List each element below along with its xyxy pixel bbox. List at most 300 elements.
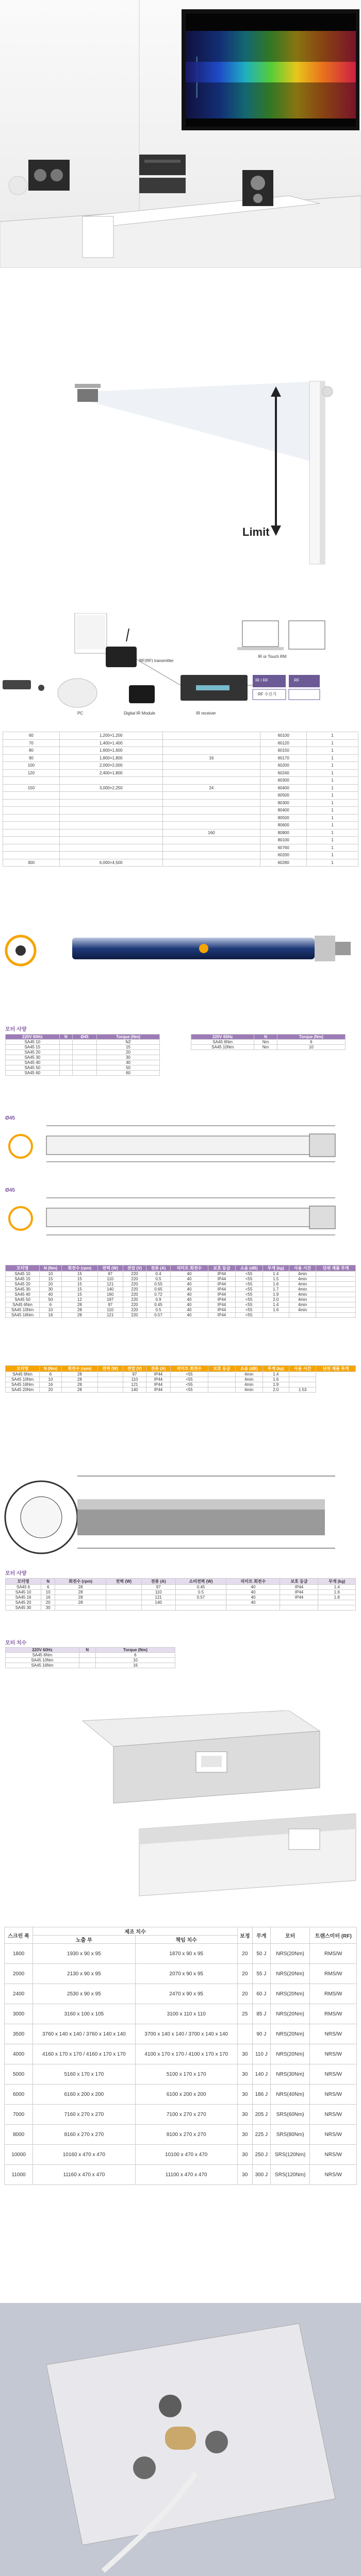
sec-cell: SA45 10Nm	[6, 1377, 40, 1382]
sec-cell: 28	[61, 1372, 97, 1377]
system-cell: 60150	[260, 747, 307, 755]
system-cell	[3, 807, 60, 815]
m2b-header-2: Torque (Nm)	[95, 1648, 175, 1653]
sec-cell	[208, 1387, 235, 1393]
system-cell	[162, 747, 260, 755]
system-row	[3, 739, 358, 747]
projector-icon	[77, 389, 98, 402]
big-cell: 121	[97, 1313, 123, 1318]
sec-cell: 2.0	[262, 1387, 289, 1393]
price-cell: 90 J	[252, 2024, 270, 2044]
big-cell	[262, 1313, 289, 1318]
price-row	[5, 2145, 357, 2165]
big-cell	[316, 1302, 356, 1308]
m2-header-8: 무게 (kg)	[318, 1579, 356, 1585]
price-cell: NRS(30Nm)	[270, 2064, 310, 2084]
big-cell: <55	[235, 1297, 262, 1302]
m2-cell	[318, 1605, 356, 1611]
system-row	[3, 807, 358, 815]
big-cell: 4min	[289, 1308, 316, 1313]
big-cell: 10	[40, 1308, 62, 1313]
motor2-title: 모터 사양	[5, 1571, 27, 1577]
sec-cell: 28	[61, 1387, 97, 1393]
big-cell: 15	[61, 1282, 97, 1287]
sec-cell: SA45 16Nm	[6, 1382, 40, 1387]
system-cell: 80	[3, 747, 60, 755]
big-cell: 110	[97, 1277, 123, 1282]
system-cell: 160	[162, 829, 260, 837]
price-cell: 300 J	[252, 2165, 270, 2185]
system-cell: 60280	[260, 859, 307, 867]
m2-cell	[280, 1600, 318, 1605]
big-header-3: 전력 (W)	[97, 1265, 123, 1272]
specL-cell	[59, 1065, 72, 1071]
big-cell: 10	[40, 1272, 62, 1277]
system-cell: 1	[307, 822, 358, 829]
big-cell: IP44	[208, 1308, 235, 1313]
price-cell: 2130 x 90 x 95	[33, 1964, 135, 1984]
m2-cell: 1.6	[318, 1590, 356, 1595]
big-row	[6, 1277, 356, 1282]
big-cell: 28	[61, 1308, 97, 1313]
bracket-photo-section	[0, 2303, 361, 2576]
system-cell: 120	[3, 769, 60, 777]
big-row	[6, 1302, 356, 1308]
big-cell: 6	[40, 1302, 62, 1308]
m2-cell	[226, 1605, 280, 1611]
price-cell: 11100 x 470 x 470	[135, 2165, 237, 2185]
m2b-cell: SA45 10Nm	[6, 1658, 79, 1663]
dim-drawings	[0, 1115, 361, 1265]
specL-cell	[72, 1055, 96, 1060]
specR-row	[191, 1045, 346, 1050]
label-rf: IR receiver	[196, 711, 216, 716]
system-row	[3, 792, 358, 800]
big-cell: 4min	[289, 1297, 316, 1302]
col-adjust: 보정	[237, 1927, 252, 1944]
system-cell: 16	[162, 754, 260, 762]
system-cell: 1	[307, 837, 358, 844]
sec-cell: 1.53	[289, 1387, 316, 1393]
sec-header-2: 회전수 (rpm)	[61, 1366, 97, 1372]
system-cell: 1	[307, 844, 358, 852]
big-cell: <55	[235, 1272, 262, 1277]
big-cell: 15	[61, 1292, 97, 1297]
big-cell	[316, 1313, 356, 1318]
system-row	[3, 799, 358, 807]
system-cell: 1,200×1,200	[59, 732, 162, 740]
sec-cell: <55	[170, 1377, 208, 1382]
m2-row	[6, 1585, 356, 1590]
sec-cell: 4min	[235, 1387, 262, 1393]
big-row	[6, 1308, 356, 1313]
specL-cell	[72, 1045, 96, 1050]
price-cell: NRS(40Nm)	[270, 2084, 310, 2105]
price-cell: 60 J	[252, 1984, 270, 2004]
price-cell: 10100 x 470 x 470	[135, 2145, 237, 2165]
system-cell	[3, 829, 60, 837]
system-cell: 60120	[260, 739, 307, 747]
price-cell: 55 J	[252, 1964, 270, 1984]
m2-header-2: 회전수 (rpm)	[55, 1579, 106, 1585]
sec-cell: 97	[123, 1372, 146, 1377]
sec-header-11: 단위 제품 무게	[316, 1366, 356, 1372]
big-cell: IP44	[208, 1313, 235, 1318]
big-cell: 28	[61, 1302, 97, 1308]
system-cell: 80800	[260, 829, 307, 837]
m2b-cell	[79, 1653, 95, 1658]
sec-header-5: 전류 (A)	[146, 1366, 170, 1372]
specR-row	[191, 1040, 346, 1045]
dim-section	[0, 1115, 361, 1265]
price-cell: 225 J	[252, 2125, 270, 2145]
big-cell: 1.4	[262, 1272, 289, 1277]
big-cell: 4min	[289, 1282, 316, 1287]
sec-row	[6, 1377, 356, 1382]
system-cell	[162, 762, 260, 770]
control-option-2: RF	[294, 678, 300, 683]
price-cell: 8100 x 270 x 270	[135, 2125, 237, 2145]
specL-cell	[59, 1071, 72, 1076]
transmitter-label: RF(RF) transmitter	[139, 658, 174, 663]
system-cell: 60300	[260, 777, 307, 785]
price-cell: NRS(20Nm)	[270, 1944, 310, 1964]
sec-header-8: 소음 (dB)	[235, 1366, 262, 1372]
price-cell: 6160 x 200 x 200	[33, 2084, 135, 2105]
m2-header-3: 전력 (W)	[106, 1579, 141, 1585]
price-row	[5, 2084, 357, 2105]
specL-cell: 20	[97, 1050, 160, 1055]
sec-cell: SA45 6Nm	[6, 1372, 40, 1377]
big-cell: IP44	[208, 1287, 235, 1292]
price-cell: SRS(120Nm)	[270, 2145, 310, 2165]
sec-cell: 28	[61, 1377, 97, 1382]
price-cell: NRS/W	[310, 2145, 357, 2165]
price-cell: 30	[237, 2125, 252, 2145]
dim-title-b: Ø45	[5, 1188, 15, 1193]
m2-cell: IP44	[280, 1585, 318, 1590]
specL-cell: 60	[97, 1071, 160, 1076]
big-cell: 97	[97, 1272, 123, 1277]
m2-row	[6, 1605, 356, 1611]
system-cell	[3, 822, 60, 829]
price-section	[0, 1927, 361, 2200]
bracket-3d-section	[0, 1710, 361, 1911]
m2-header-7: 보호 등급	[280, 1579, 318, 1585]
big-cell: 16	[40, 1313, 62, 1318]
price-cell: 20	[237, 1984, 252, 2004]
sec-cell: IP44	[146, 1382, 170, 1387]
price-cell: 30	[237, 2044, 252, 2064]
sec-cell	[289, 1372, 316, 1377]
bracket-photo	[0, 2303, 361, 2576]
specL-cell: SA45 20	[6, 1050, 60, 1055]
specR-header-2: Torque (Nm)	[277, 1035, 345, 1040]
big-cell: 4min	[289, 1277, 316, 1282]
big-cell: 220	[123, 1308, 146, 1313]
m2-cell: 28	[55, 1595, 106, 1600]
price-cell: 3760 x 140 x 140 / 3760 x 140 x 140	[33, 2024, 135, 2044]
price-cell: NRS(20Nm)	[270, 2044, 310, 2064]
system-cell	[162, 769, 260, 777]
price-cell: 1870 x 90 x 95	[135, 1944, 237, 1964]
big-cell: 40	[170, 1297, 208, 1302]
system-cell	[162, 822, 260, 829]
price-cell: 5160 x 170 x 170	[33, 2064, 135, 2084]
big-cell: <55	[235, 1302, 262, 1308]
big-cell: 0.72	[146, 1292, 170, 1297]
big-cell: 40	[170, 1277, 208, 1282]
big-cell: 0.4	[146, 1272, 170, 1277]
big-cell: 4min	[289, 1287, 316, 1292]
price-cell: NRS/W	[310, 2064, 357, 2084]
big-header-1: N (Nm)	[40, 1265, 62, 1272]
big-cell: 220	[123, 1287, 146, 1292]
system-cell	[162, 844, 260, 852]
motor2-title2: 모터 치수	[5, 1640, 27, 1646]
sec-cell: <55	[170, 1372, 208, 1377]
big-row	[6, 1313, 356, 1318]
big-cell: 0.55	[146, 1282, 170, 1287]
system-cell	[59, 777, 162, 785]
m2-cell: IP44	[280, 1595, 318, 1600]
equalizer-bars	[186, 31, 356, 118]
specL-row	[6, 1060, 160, 1065]
specL-cell: SA45 60	[6, 1071, 60, 1076]
big-header-8: 소음 (dB)	[235, 1265, 262, 1272]
big-cell: 220	[123, 1313, 146, 1318]
price-cell: 3000	[5, 2004, 33, 2024]
specL-cell	[72, 1050, 96, 1055]
specR-header-0: 220V 60Hz	[191, 1035, 254, 1040]
system-cell: 80400	[260, 807, 307, 815]
price-cell: 7160 x 270 x 270	[33, 2105, 135, 2125]
specL-cell	[72, 1060, 96, 1065]
system-cell	[162, 837, 260, 844]
system-cell: 80100	[260, 837, 307, 844]
system-cell: 1	[307, 732, 358, 740]
price-cell: 2400	[5, 1984, 33, 2004]
specR-cell: SA45 10Nm	[191, 1045, 254, 1050]
big-cell: 197	[97, 1297, 123, 1302]
price-cell: 1930 x 90 x 95	[33, 1944, 135, 1964]
sec-cell	[97, 1387, 123, 1393]
sec-cell	[208, 1382, 235, 1387]
second-spec-table	[5, 1365, 356, 1393]
system-cell: 1	[307, 784, 358, 792]
specL-cell	[59, 1060, 72, 1065]
label-ir: Digital IR Module	[124, 711, 155, 716]
m2-cell: 40	[226, 1590, 280, 1595]
specL-cell: SA45 40	[6, 1060, 60, 1065]
price-cell: 30	[237, 2105, 252, 2125]
specL-cell: 40	[97, 1060, 160, 1065]
system-diagram	[0, 613, 361, 732]
m2-header-0: 모터명	[6, 1579, 41, 1585]
big-cell: 40	[170, 1272, 208, 1277]
m2-cell: 97	[141, 1585, 175, 1590]
m2-cell: SA45 10	[6, 1590, 41, 1595]
m2-cell	[318, 1600, 356, 1605]
price-cell: 6100 x 200 x 200	[135, 2084, 237, 2105]
price-cell: NRS(20Nm)	[270, 2024, 310, 2044]
spec-table-right	[191, 1034, 346, 1050]
sec-cell	[208, 1372, 235, 1377]
m2-cell: 140	[141, 1600, 175, 1605]
big-cell: 0.9	[146, 1297, 170, 1302]
system-cell	[59, 822, 162, 829]
specR-cell: 6	[277, 1040, 345, 1045]
price-cell: SRS(60Nm)	[270, 2105, 310, 2125]
system-row	[3, 732, 358, 740]
big-cell: 12	[61, 1297, 97, 1302]
big-header-5: 전류 (A)	[146, 1265, 170, 1272]
price-cell: RMS/W	[310, 1944, 357, 1964]
m2-cell	[106, 1605, 141, 1611]
m2-header-1: N	[41, 1579, 55, 1585]
big-cell: IP44	[208, 1302, 235, 1308]
big-cell	[289, 1313, 316, 1318]
big-header-4: 전압 (V)	[123, 1265, 146, 1272]
m2b-row	[6, 1658, 175, 1663]
sec-cell: IP44	[146, 1372, 170, 1377]
price-cell: 30	[237, 2165, 252, 2185]
big-header-0: 모터명	[6, 1265, 40, 1272]
screen-drop-illustration	[0, 361, 361, 577]
price-cell: 1800	[5, 1944, 33, 1964]
price-cell: 3500	[5, 2024, 33, 2044]
big-header-6: 리미트 회전수	[170, 1265, 208, 1272]
system-cell	[162, 792, 260, 800]
system-row	[3, 747, 358, 755]
price-cell	[237, 2024, 252, 2044]
big-cell: SA45 30	[6, 1287, 40, 1292]
col-screen-width: 스크린 폭	[5, 1927, 33, 1944]
m2-cell	[280, 1605, 318, 1611]
big-spec-table	[5, 1265, 356, 1318]
sec-header-9: 무게 (kg)	[262, 1366, 289, 1372]
col-dim-group: 제조 치수	[33, 1927, 238, 1936]
system-row	[3, 814, 358, 822]
price-cell: 6000	[5, 2084, 33, 2105]
sec-header-6: 리미트 회전수	[170, 1366, 208, 1372]
m2-cell	[106, 1590, 141, 1595]
big-cell: SA45 20	[6, 1282, 40, 1287]
m2b-cell: SA45 16Nm	[6, 1663, 79, 1668]
big-cell: SA45 10Nm	[6, 1308, 40, 1313]
m2-cell	[106, 1585, 141, 1590]
big-cell: 1.6	[262, 1282, 289, 1287]
price-cell: 20	[237, 1964, 252, 1984]
system-cell: 80300	[260, 799, 307, 807]
price-cell: 7100 x 270 x 270	[135, 2105, 237, 2125]
big-cell: 1.6	[262, 1308, 289, 1313]
price-cell: 3700 x 140 x 140 / 3700 x 140 x 140	[135, 2024, 237, 2044]
price-cell: SRS(120Nm)	[270, 2165, 310, 2185]
big-cell: 0.65	[146, 1287, 170, 1292]
big-cell: 160	[97, 1292, 123, 1297]
system-cell: 60	[3, 732, 60, 740]
m2-cell: 30	[41, 1605, 55, 1611]
system-cell: 1	[307, 829, 358, 837]
col-exposed: 노출 부	[33, 1936, 135, 1944]
big-cell: 220	[123, 1282, 146, 1287]
system-section	[0, 613, 361, 871]
m2-cell: 1.8	[318, 1595, 356, 1600]
motor-illustration-section	[0, 917, 361, 981]
big-cell: SA45 10	[6, 1272, 40, 1277]
price-cell: 2470 x 90 x 95	[135, 1984, 237, 2004]
big-cell: 2.0	[262, 1297, 289, 1302]
big-cell: 40	[170, 1292, 208, 1297]
system-cell: 3,000×2,250	[59, 784, 162, 792]
system-cell: 1	[307, 754, 358, 762]
price-row	[5, 2105, 357, 2125]
price-cell: 250 J	[252, 2145, 270, 2165]
system-cell	[162, 852, 260, 859]
m2-cell: SA45 20	[6, 1600, 41, 1605]
big-cell: 28	[61, 1313, 97, 1318]
specL-cell	[59, 1045, 72, 1050]
big-cell: <55	[235, 1292, 262, 1297]
price-cell: 30	[237, 2145, 252, 2165]
big-header-9: 무게 (kg)	[262, 1265, 289, 1272]
big-cell: <55	[235, 1282, 262, 1287]
price-cell: 8160 x 270 x 270	[33, 2125, 135, 2145]
system-cell	[59, 837, 162, 844]
big-cell: 15	[40, 1277, 62, 1282]
big-cell: 1.7	[262, 1287, 289, 1292]
specL-row	[6, 1045, 160, 1050]
price-cell: 30	[237, 2084, 252, 2105]
sec-cell	[208, 1377, 235, 1382]
system-row	[3, 852, 358, 859]
price-cell: RMS/W	[310, 1984, 357, 2004]
system-cell	[3, 837, 60, 844]
big-cell: 0.5	[146, 1308, 170, 1313]
system-row	[3, 754, 358, 762]
system-cell: 1,800×1,800	[59, 754, 162, 762]
specL-cell	[59, 1040, 72, 1045]
specL-cell: 15	[97, 1045, 160, 1050]
col-weight: 무게	[252, 1927, 270, 1944]
price-cell: NRS(20Nm)	[270, 2004, 310, 2024]
big-cell: 30	[40, 1287, 62, 1292]
motor2-drawing	[0, 1461, 361, 1564]
system-cell: 1	[307, 807, 358, 815]
system-cell: 60170	[260, 754, 307, 762]
system-cell	[59, 807, 162, 815]
specL-cell	[72, 1065, 96, 1071]
motor-illustration	[0, 917, 361, 981]
price-cell: 7000	[5, 2105, 33, 2125]
system-cell	[162, 732, 260, 740]
m2-cell	[106, 1600, 141, 1605]
big-cell: 110	[97, 1308, 123, 1313]
price-cell: 50 J	[252, 1944, 270, 1964]
price-cell: 2070 x 90 x 95	[135, 1964, 237, 1984]
big-cell	[316, 1277, 356, 1282]
price-cell: NRS/W	[310, 2084, 357, 2105]
m2-cell: SA45 30	[6, 1605, 41, 1611]
system-row	[3, 844, 358, 852]
big-header-11: 단위 제품 무게	[316, 1265, 356, 1272]
ir-label: IR or Touch RM	[258, 654, 287, 659]
price-cell: 2000	[5, 1964, 33, 1984]
big-cell: 220	[123, 1277, 146, 1282]
m2-cell: 6	[41, 1585, 55, 1590]
m2-row	[6, 1590, 356, 1595]
